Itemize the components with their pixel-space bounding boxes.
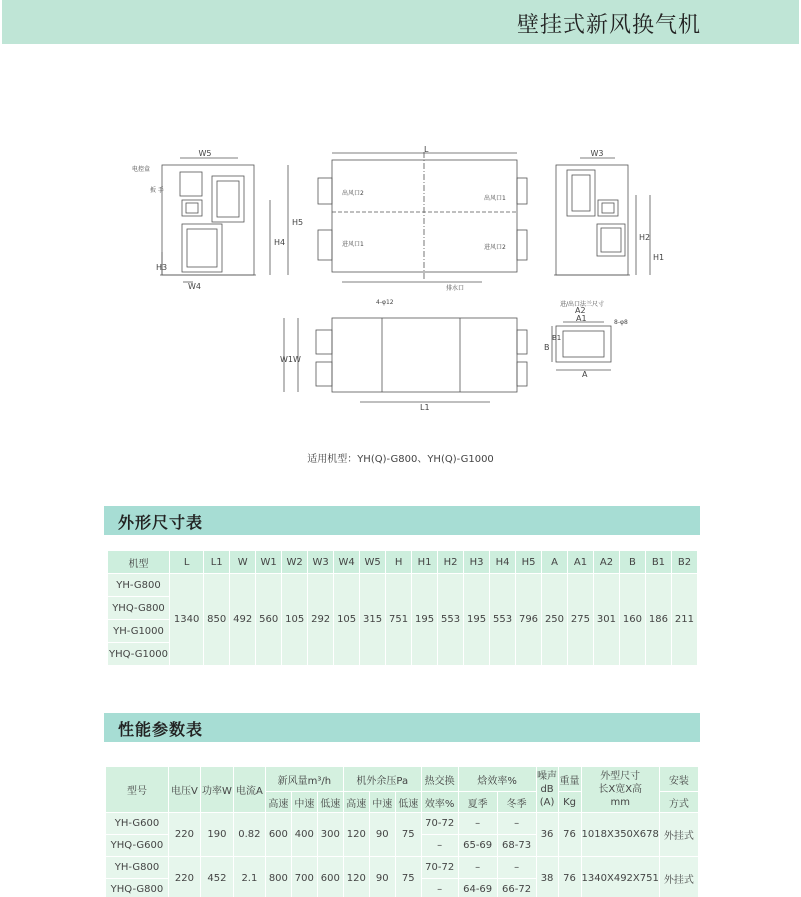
label-w: W xyxy=(293,355,301,364)
label-a2: A2 xyxy=(575,306,586,315)
label-h5: H5 xyxy=(292,218,304,227)
value-cell: 120 xyxy=(343,857,369,897)
value-cell: – xyxy=(497,857,536,879)
value-cell: 220 xyxy=(168,813,200,857)
label-l: L xyxy=(424,145,429,154)
value-cell: 90 xyxy=(369,857,395,897)
table-header: W xyxy=(230,551,256,574)
value-cell: 76 xyxy=(558,857,581,897)
value-cell: 75 xyxy=(395,813,421,857)
label-w3: W3 xyxy=(590,149,604,158)
section-dimensions xyxy=(104,506,700,535)
value-cell: 68-73 xyxy=(497,835,536,857)
label-h3: H3 xyxy=(156,263,168,272)
value-cell: 64-69 xyxy=(458,879,497,897)
side-view-right xyxy=(554,149,664,275)
label-h4: H4 xyxy=(274,238,286,247)
table-header: W2 xyxy=(282,551,308,574)
th-weight: 重量 xyxy=(558,767,581,792)
th-pressure: 机外余压Pa xyxy=(343,767,421,792)
th-airflow: 新风量m³/h xyxy=(265,767,343,792)
th-noise xyxy=(536,767,558,813)
label-flange-title: 进/出口法兰尺寸 xyxy=(560,301,605,308)
value-cell: 1340X492X751 xyxy=(581,857,659,897)
model-cell: YH-G1000 xyxy=(108,620,170,643)
dimension-table xyxy=(107,550,698,666)
value-cell: 1018X350X678 xyxy=(581,813,659,857)
table-header: B xyxy=(619,551,645,574)
value-cell: 0.82 xyxy=(233,813,265,857)
value-cell: 160 xyxy=(619,574,645,666)
value-cell: 76 xyxy=(558,813,581,857)
section-performance xyxy=(104,713,700,742)
top-view xyxy=(280,299,527,412)
table-header: L xyxy=(170,551,204,574)
label-l1: L1 xyxy=(420,403,430,412)
th-install-sub: 方式 xyxy=(659,792,698,813)
value-cell: 195 xyxy=(412,574,438,666)
th-low: 低速 xyxy=(395,792,421,813)
model-cell: YHQ-G600 xyxy=(106,835,169,857)
value-cell: 211 xyxy=(671,574,697,666)
value-cell: 600 xyxy=(317,857,343,897)
th-high: 高速 xyxy=(343,792,369,813)
label-a: A xyxy=(582,370,588,379)
th-size xyxy=(581,767,659,813)
th-enthalpy: 焓效率% xyxy=(458,767,536,792)
side-view-left xyxy=(132,149,303,291)
table-header: A2 xyxy=(593,551,619,574)
th-model: 型号 xyxy=(106,767,169,813)
th-mid: 中速 xyxy=(369,792,395,813)
section-dimensions-title: 外形尺寸表 xyxy=(118,513,204,532)
value-cell: 220 xyxy=(168,857,200,897)
value-cell: 700 xyxy=(291,857,317,897)
value-cell: 120 xyxy=(343,813,369,857)
value-cell: 1340 xyxy=(170,574,204,666)
model-cell: YH-G600 xyxy=(106,813,169,835)
technical-drawing xyxy=(120,140,680,420)
th-size-sub: 长X宽X高 xyxy=(598,784,643,795)
value-cell: 195 xyxy=(464,574,490,666)
label-drain: 排水口 xyxy=(446,285,465,292)
table-row xyxy=(106,813,699,835)
value-cell: 190 xyxy=(200,813,233,857)
value-cell: 2.1 xyxy=(233,857,265,897)
table-header: H2 xyxy=(438,551,464,574)
value-cell: 301 xyxy=(593,574,619,666)
th-size-unit: mm xyxy=(610,797,630,808)
model-cell: YHQ-G800 xyxy=(106,879,169,897)
label-b1: B1 xyxy=(552,334,562,342)
table-header: 机型 xyxy=(108,551,170,574)
table-header: W3 xyxy=(308,551,334,574)
label-b: B xyxy=(544,343,550,352)
label-outlet1: 出风口1 xyxy=(484,195,506,202)
value-cell: 751 xyxy=(386,574,412,666)
th-high: 高速 xyxy=(265,792,291,813)
label-electric-box: 电控盒 xyxy=(132,166,151,173)
value-cell: 300 xyxy=(317,813,343,857)
value-cell: 315 xyxy=(360,574,386,666)
front-view xyxy=(318,145,527,292)
table-header-row xyxy=(106,767,699,792)
value-cell: 70-72 xyxy=(421,813,458,835)
value-cell: 75 xyxy=(395,857,421,897)
table-header: A xyxy=(542,551,568,574)
label-w5: W5 xyxy=(198,149,212,158)
value-cell: 70-72 xyxy=(421,857,458,879)
th-heat-sub: 效率% xyxy=(421,792,458,813)
table-header: W4 xyxy=(334,551,360,574)
value-cell: 275 xyxy=(567,574,593,666)
th-winter: 冬季 xyxy=(497,792,536,813)
label-w1: W1 xyxy=(280,355,293,364)
value-cell: 外挂式 xyxy=(659,857,698,897)
table-header: H xyxy=(386,551,412,574)
label-handle: 扳 手 xyxy=(150,187,164,194)
th-noise-unit2: (A) xyxy=(539,797,555,808)
table-row xyxy=(108,574,698,597)
th-voltage: 电压V xyxy=(168,767,200,813)
flange-view xyxy=(544,300,628,379)
table-header: H4 xyxy=(490,551,516,574)
label-h2: H2 xyxy=(639,233,651,242)
table-header: H5 xyxy=(516,551,542,574)
th-current: 电流A xyxy=(233,767,265,813)
value-cell: 600 xyxy=(265,813,291,857)
table-header: A1 xyxy=(567,551,593,574)
table-header: W5 xyxy=(360,551,386,574)
model-cell: YHQ-G800 xyxy=(108,597,170,620)
value-cell: 492 xyxy=(230,574,256,666)
value-cell: – xyxy=(497,813,536,835)
value-cell: 553 xyxy=(490,574,516,666)
label-outlet2: 出风口2 xyxy=(342,190,364,197)
applicable-models-caption: 适用机型：YH(Q)-G800、YH(Q)-G1000 xyxy=(307,454,494,465)
page-header xyxy=(2,0,799,44)
th-summer: 夏季 xyxy=(458,792,497,813)
value-cell: 452 xyxy=(200,857,233,897)
table-header: L1 xyxy=(204,551,230,574)
label-a1: A1 xyxy=(576,314,587,323)
th-heat: 热交换 xyxy=(421,767,458,792)
table-header: H3 xyxy=(464,551,490,574)
th-low: 低速 xyxy=(317,792,343,813)
table-header-row xyxy=(108,551,698,574)
value-cell: – xyxy=(458,857,497,879)
value-cell: – xyxy=(421,835,458,857)
label-w4: W4 xyxy=(188,282,201,291)
th-power: 功率W xyxy=(200,767,233,813)
value-cell: 800 xyxy=(265,857,291,897)
model-cell: YHQ-G1000 xyxy=(108,643,170,666)
value-cell: 36 xyxy=(536,813,558,857)
table-header: W1 xyxy=(256,551,282,574)
value-cell: 38 xyxy=(536,857,558,897)
label-flange-hole: 8-φ8 xyxy=(614,319,628,326)
model-cell: YH-G800 xyxy=(108,574,170,597)
table-header: B1 xyxy=(645,551,671,574)
label-inlet2: 进风口2 xyxy=(484,244,506,251)
value-cell: 90 xyxy=(369,813,395,857)
section-performance-title: 性能参数表 xyxy=(118,720,204,739)
label-hole: 4-φ12 xyxy=(376,299,394,306)
table-header: H1 xyxy=(412,551,438,574)
value-cell: – xyxy=(458,813,497,835)
value-cell: 外挂式 xyxy=(659,813,698,857)
th-mid: 中速 xyxy=(291,792,317,813)
th-noise-label: 噪声 xyxy=(537,771,558,782)
label-inlet1: 进风口1 xyxy=(342,241,364,248)
table-row xyxy=(106,857,699,879)
th-size-label: 外型尺寸 xyxy=(600,771,641,782)
value-cell: 560 xyxy=(256,574,282,666)
value-cell: 250 xyxy=(542,574,568,666)
value-cell: 105 xyxy=(282,574,308,666)
th-weight-unit: Kg xyxy=(558,792,581,813)
value-cell: 796 xyxy=(516,574,542,666)
value-cell: 66-72 xyxy=(497,879,536,897)
value-cell: 105 xyxy=(334,574,360,666)
value-cell: 65-69 xyxy=(458,835,497,857)
value-cell: 292 xyxy=(308,574,334,666)
value-cell: – xyxy=(421,879,458,897)
table-header: B2 xyxy=(671,551,697,574)
label-h1: H1 xyxy=(653,253,665,262)
model-cell: YH-G800 xyxy=(106,857,169,879)
value-cell: 186 xyxy=(645,574,671,666)
value-cell: 400 xyxy=(291,813,317,857)
value-cell: 850 xyxy=(204,574,230,666)
page-title: 壁挂式新风换气机 xyxy=(516,13,701,38)
th-install: 安装 xyxy=(659,767,698,792)
value-cell: 553 xyxy=(438,574,464,666)
th-noise-unit: dB xyxy=(540,784,554,795)
performance-table xyxy=(105,766,699,897)
